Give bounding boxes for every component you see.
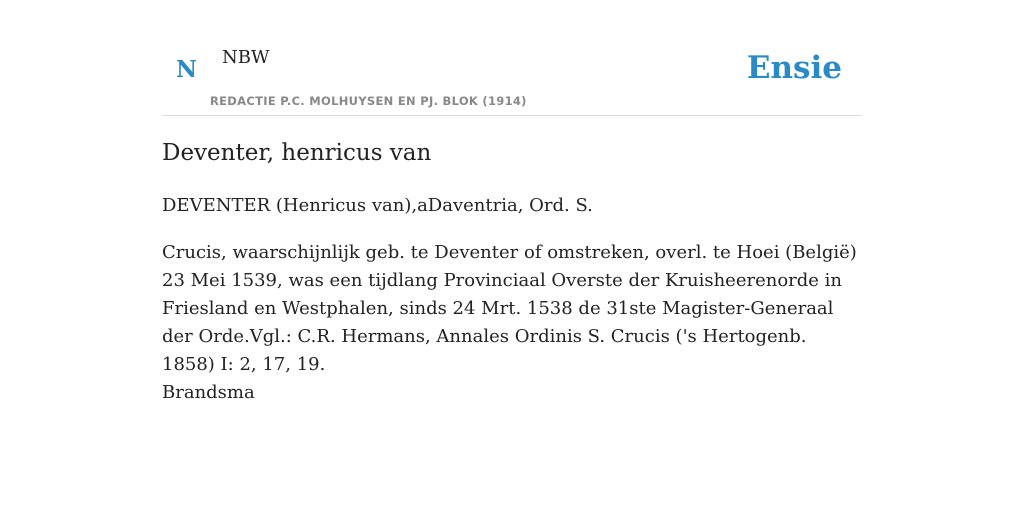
entry-body-paragraph: Crucis, waarschijnlijk geb. te Deventer of omstreken, overl. te Hoei (België) 23 Mei 1539, was een tijdlang Provinciaal Overste der Kruisheerenorde in Friesland en Westphalen, sinds 24 Mrt. 1538 de 31ste Magister-Generaal der Orde.Vgl.: C.R. Hermans, Annales Ordinis S. Crucis ('s Hertogenb. 1858) I: 2, 17, 19. bbox=[162, 242, 857, 375]
source-code[interactable]: NBW bbox=[222, 47, 270, 68]
entry-title: Deventer, henricus van bbox=[162, 140, 432, 166]
source-header bbox=[162, 0, 862, 116]
entry-lead-paragraph: DEVENTER (Henricus van),aDaventria, Ord. S. bbox=[162, 195, 593, 216]
article-page bbox=[162, 0, 862, 403]
source-subtitle: REDACTIE P.C. MOLHUYSEN EN PJ. BLOK (1914) bbox=[210, 94, 527, 108]
entry-author: Brandsma bbox=[162, 382, 255, 403]
brand-logo[interactable]: Ensie bbox=[746, 50, 842, 86]
source-logo-letter[interactable]: N bbox=[176, 56, 198, 83]
